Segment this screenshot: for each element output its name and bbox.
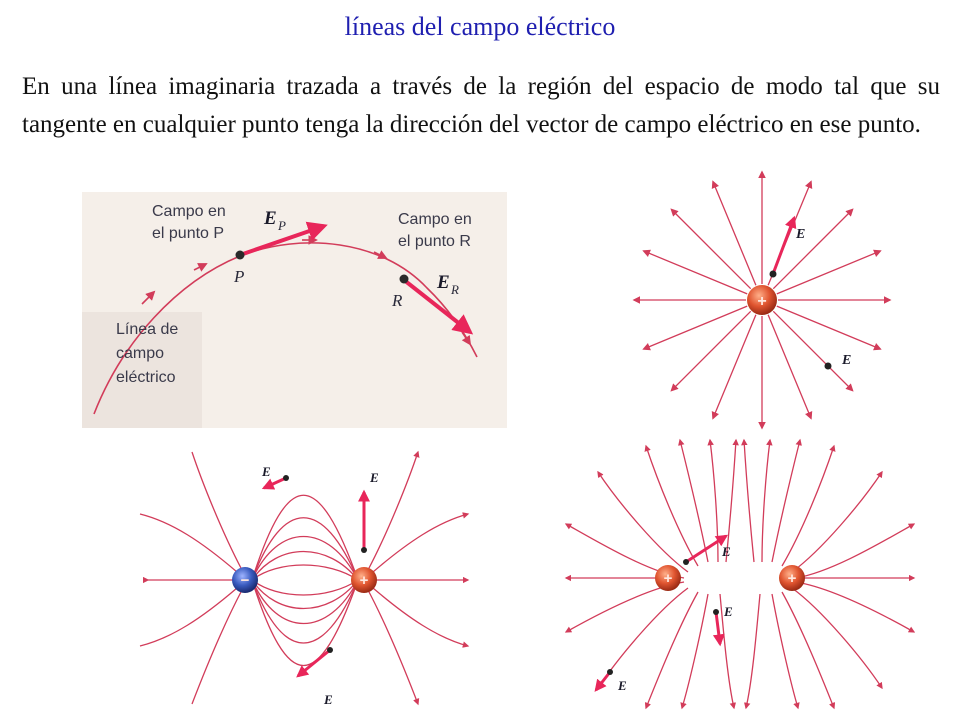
label-field-line-1: Línea de: [116, 321, 179, 338]
dipole-positive-charge-sign: +: [359, 572, 369, 589]
right-positive-charge-sign: +: [787, 570, 797, 587]
label-field-at-P-1: Campo en: [152, 203, 226, 220]
point-R: [400, 275, 409, 284]
vector-label-1: E: [796, 227, 806, 242]
two-positive-charges-figure: [558, 432, 920, 712]
slide-title: líneas del campo eléctrico: [344, 12, 616, 41]
label-E-R-sub: R: [451, 282, 459, 297]
label-point-P: P: [234, 267, 245, 286]
label-point-R: R: [392, 291, 403, 310]
positive-charge-figure: [620, 162, 902, 430]
label-field-at-P-2: el punto P: [152, 225, 225, 242]
dipole-vector-label-3: E: [324, 692, 333, 707]
dipole-vector-label-2: E: [370, 470, 379, 485]
negative-charge-sign: −: [240, 572, 250, 589]
label-E-P: E: [264, 208, 277, 229]
left-positive-charge-sign: +: [663, 570, 673, 587]
dipole-vector-label-1: E: [262, 464, 271, 479]
point-P: [236, 251, 245, 260]
two-pos-vector-label-1: E: [722, 544, 731, 559]
two-pos-vector-label-3: E: [618, 678, 627, 693]
label-field-at-R-1: Campo en: [398, 211, 472, 228]
label-field-at-R-2: el punto R: [398, 233, 471, 250]
label-field-line-2: campo: [116, 345, 165, 362]
vector-label-2: E: [842, 353, 852, 368]
positive-charge-sign: +: [757, 293, 767, 310]
slide-body-text: En una línea imaginaria trazada a través de la región del espacio de modo tal que su tangente en cualquier punto tenga la dirección del vector de campo eléctrico en ese punto.: [22, 73, 940, 138]
tangent-figure: [82, 192, 507, 428]
two-pos-vector-label-2: E: [724, 604, 733, 619]
label-E-P-sub: P: [278, 218, 286, 233]
label-E-R: E: [437, 272, 450, 293]
dipole-figure: [118, 442, 480, 710]
label-field-line-3: eléctrico: [116, 369, 176, 386]
